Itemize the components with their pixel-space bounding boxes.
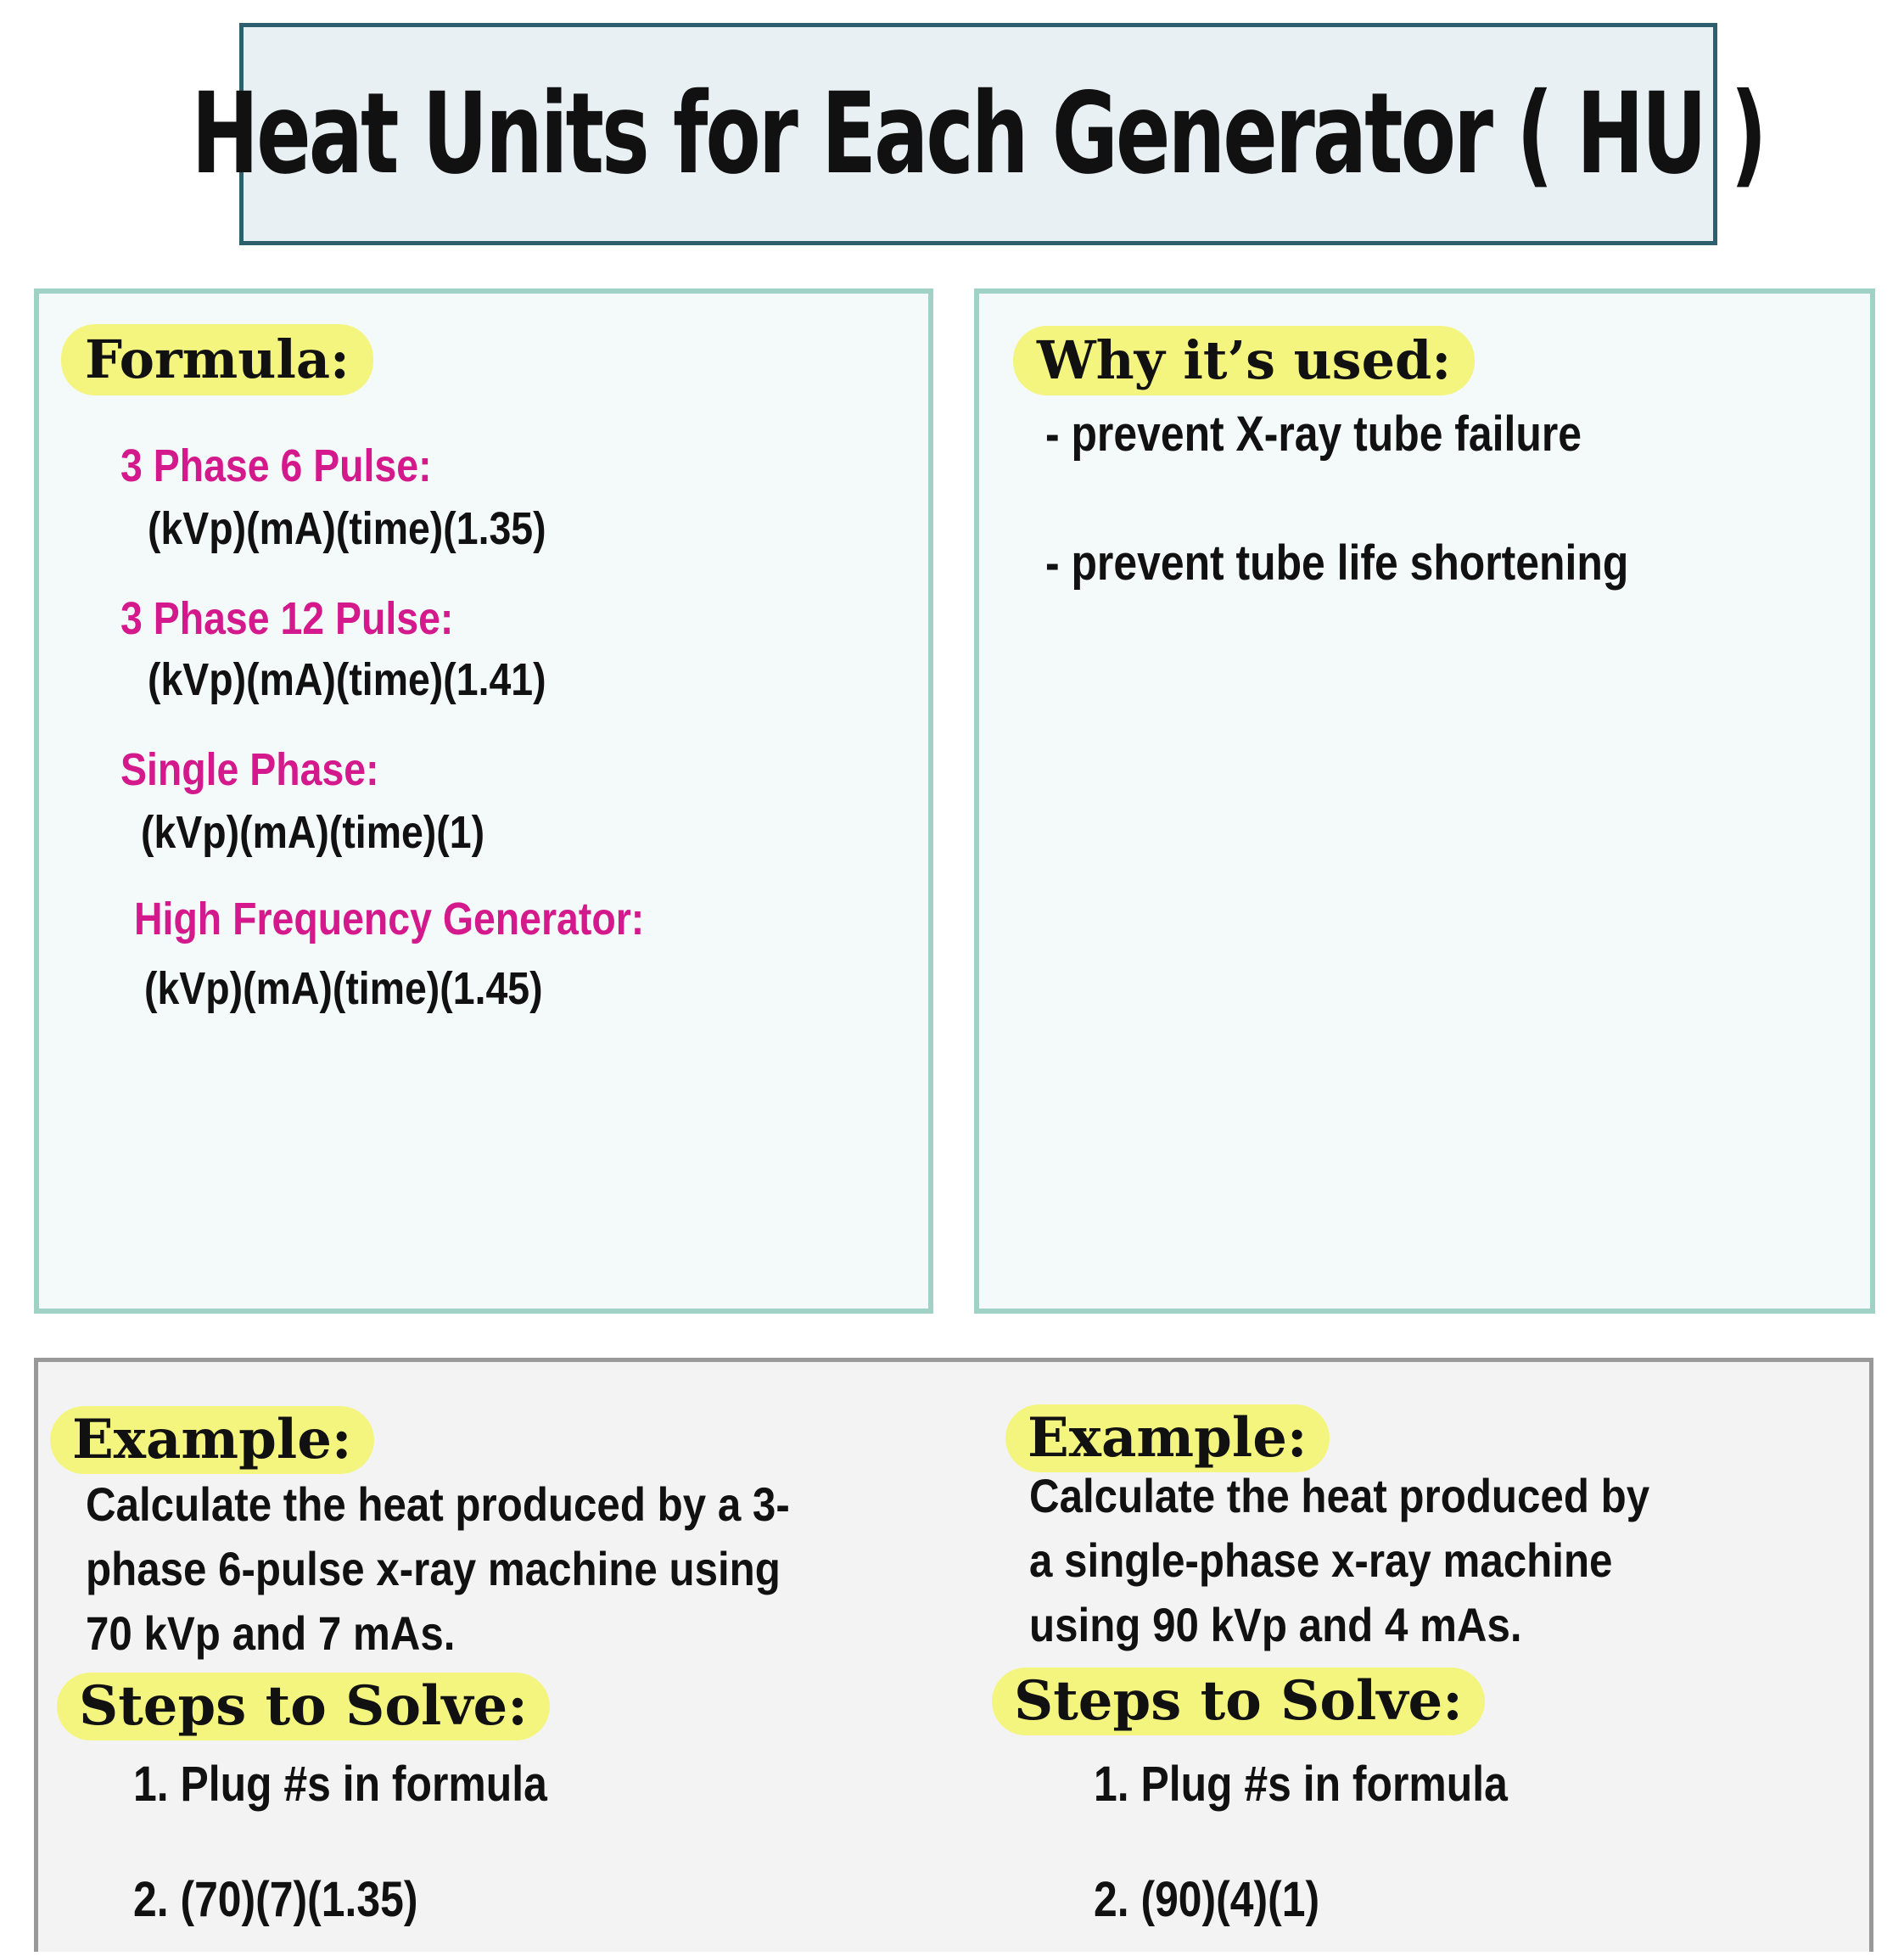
example-line: Calculate the heat produced by a 3-	[86, 1477, 790, 1531]
formula-expr-single-phase: (kVp)(mA)(time)(1)	[141, 807, 485, 858]
formula-panel	[34, 289, 933, 1314]
formula-expr-high-frequency: (kVp)(mA)(time)(1.45)	[144, 963, 543, 1014]
example-heading: Example:	[1005, 1404, 1330, 1472]
example-column	[38, 1362, 938, 1956]
why-item: - prevent tube life shortening	[1045, 535, 1629, 591]
example-line: Calculate the heat produced by	[1029, 1469, 1650, 1522]
example-heading: Example:	[50, 1406, 374, 1474]
formula-expr-3-phase-6-pulse: (kVp)(mA)(time)(1.35)	[148, 503, 546, 554]
step-item: 1. Plug #s in formula	[1094, 1757, 1508, 1812]
title-box	[191, 23, 1766, 245]
examples-box	[34, 1358, 1873, 1952]
formula-label-3-phase-6-pulse: 3 Phase 6 Pulse:	[120, 440, 432, 491]
why-item: - prevent X-ray tube failure	[1045, 406, 1582, 462]
steps-heading: Steps to Solve:	[992, 1667, 1485, 1735]
example-column	[1005, 1362, 1904, 1956]
example-line: phase 6-pulse x-ray machine using	[86, 1542, 781, 1595]
why-panel	[974, 289, 1875, 1314]
why-heading: Why it’s used:	[1013, 326, 1475, 395]
example-line: 70 kVp and 7 mAs.	[86, 1606, 456, 1660]
example-problem	[86, 1472, 790, 1666]
formula-label-3-phase-12-pulse: 3 Phase 12 Pulse:	[120, 593, 454, 644]
step-item: 1. Plug #s in formula	[133, 1757, 547, 1812]
formula-expr-3-phase-12-pulse: (kVp)(mA)(time)(1.41)	[148, 654, 546, 705]
example-line: a single-phase x-ray machine	[1029, 1533, 1613, 1587]
example-line: using 90 kVp and 4 mAs.	[1029, 1598, 1522, 1651]
formula-label-single-phase: Single Phase:	[120, 744, 379, 795]
steps-heading: Steps to Solve:	[57, 1673, 550, 1740]
formula-heading: Formula:	[61, 324, 373, 395]
step-item: 2. (70)(7)(1.35)	[133, 1872, 418, 1927]
formula-label-high-frequency: High Frequency Generator:	[134, 894, 645, 944]
step-item: 2. (90)(4)(1)	[1094, 1872, 1320, 1927]
example-problem	[1029, 1464, 1649, 1657]
page-title: Heat Units for Each Generator ( HU )	[191, 69, 1766, 199]
